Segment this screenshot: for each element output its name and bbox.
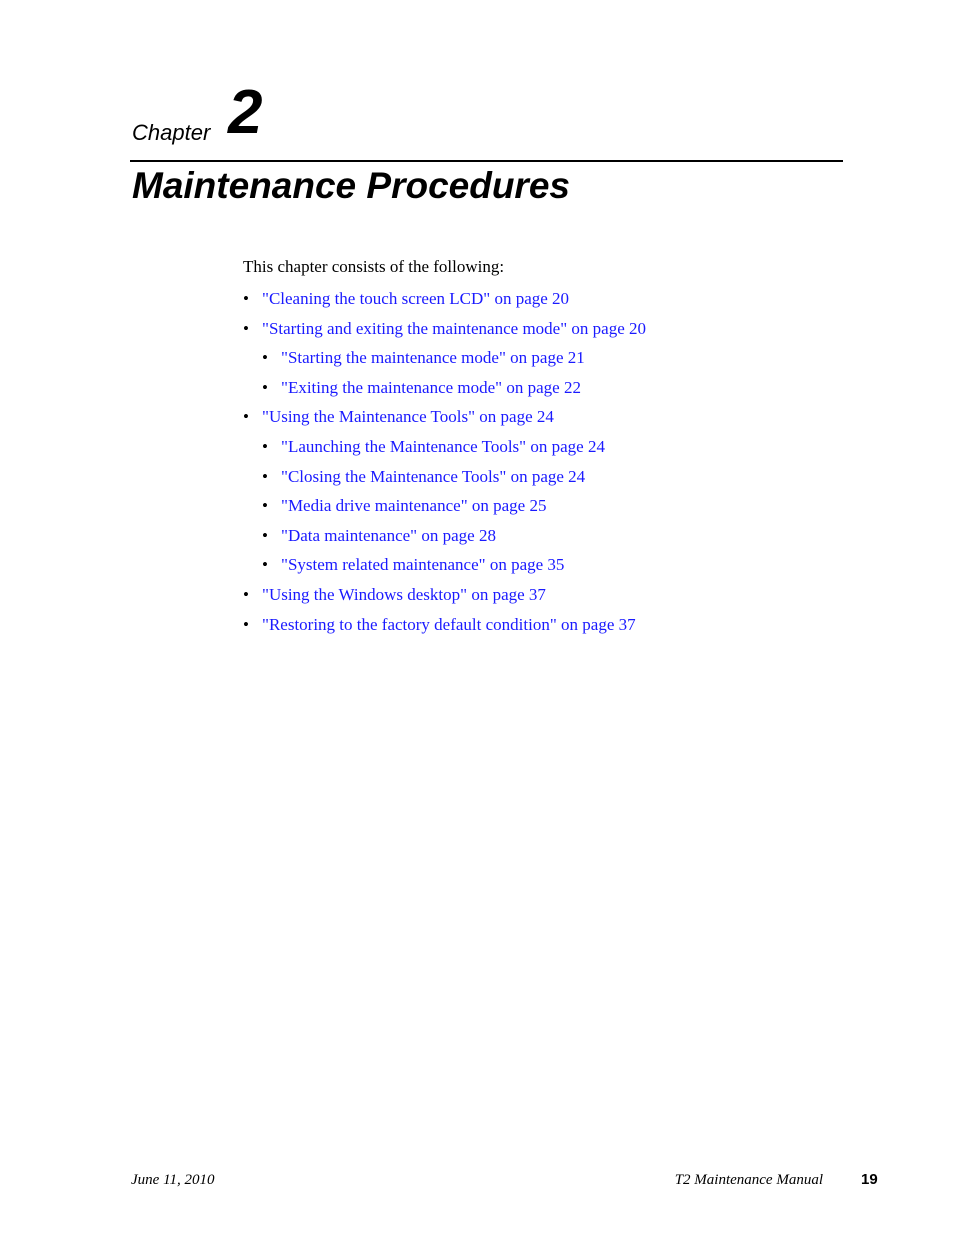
footer-date: June 11, 2010	[131, 1172, 215, 1188]
toc-link-exiting-mode[interactable]: "Exiting the maintenance mode" on page 22	[281, 377, 581, 397]
toc-link-windows-desktop[interactable]: "Using the Windows desktop" on page 37	[262, 584, 546, 604]
page-number: 19	[861, 1171, 878, 1188]
toc-link-cleaning-lcd[interactable]: "Cleaning the touch screen LCD" on page 20	[262, 289, 570, 308]
toc-subitem	[262, 345, 646, 375]
toc-subitem	[262, 375, 646, 405]
toc-link-launching-tools[interactable]: "Launching the Maintenance Tools" on page 24	[281, 436, 605, 456]
bullet: •	[262, 555, 268, 575]
bullet: •	[243, 289, 249, 308]
toc-list	[243, 286, 646, 641]
page-title: Maintenance Procedures	[132, 165, 570, 206]
title-rule	[130, 160, 843, 162]
bullet: •	[243, 614, 249, 634]
toc-subitem	[262, 523, 646, 553]
bullet: •	[243, 318, 249, 338]
bullet: •	[262, 436, 268, 456]
toc-link-system-maintenance[interactable]: "System related maintenance" on page 35	[281, 555, 565, 575]
toc-subitem	[262, 493, 646, 523]
chapter-label: Chapter	[132, 120, 211, 145]
toc-subitem	[262, 464, 646, 494]
toc-link-closing-tools[interactable]: "Closing the Maintenance Tools" on page 24	[281, 466, 586, 486]
toc-item	[243, 582, 646, 612]
bullet: •	[243, 407, 249, 427]
toc-link-data-maintenance[interactable]: "Data maintenance" on page 28	[281, 525, 496, 545]
toc-item	[243, 612, 646, 642]
footer-manual-title: T2 Maintenance Manual	[674, 1172, 823, 1188]
chapter-number: 2	[228, 78, 263, 147]
intro-text: This chapter consists of the following:	[243, 257, 505, 276]
toc-link-media-drive[interactable]: "Media drive maintenance" on page 25	[281, 496, 547, 516]
toc-link-starting-mode[interactable]: "Starting the maintenance mode" on page 21	[281, 348, 585, 368]
bullet: •	[262, 348, 268, 368]
bullet: •	[262, 377, 268, 397]
toc-item	[243, 404, 646, 434]
toc-subitem	[262, 552, 646, 582]
toc-subitem	[262, 434, 646, 464]
toc-item	[243, 286, 646, 316]
toc-link-maintenance-tools[interactable]: "Using the Maintenance Tools" on page 24	[262, 407, 554, 427]
bullet: •	[262, 466, 268, 486]
bullet: •	[262, 525, 268, 545]
toc-link-factory-default[interactable]: "Restoring to the factory default condition" on page 37	[262, 614, 636, 634]
toc-item	[243, 316, 646, 346]
bullet: •	[243, 584, 249, 604]
toc-link-maintenance-mode[interactable]: "Starting and exiting the maintenance mode" on page 20	[262, 318, 646, 338]
bullet: •	[262, 496, 268, 516]
